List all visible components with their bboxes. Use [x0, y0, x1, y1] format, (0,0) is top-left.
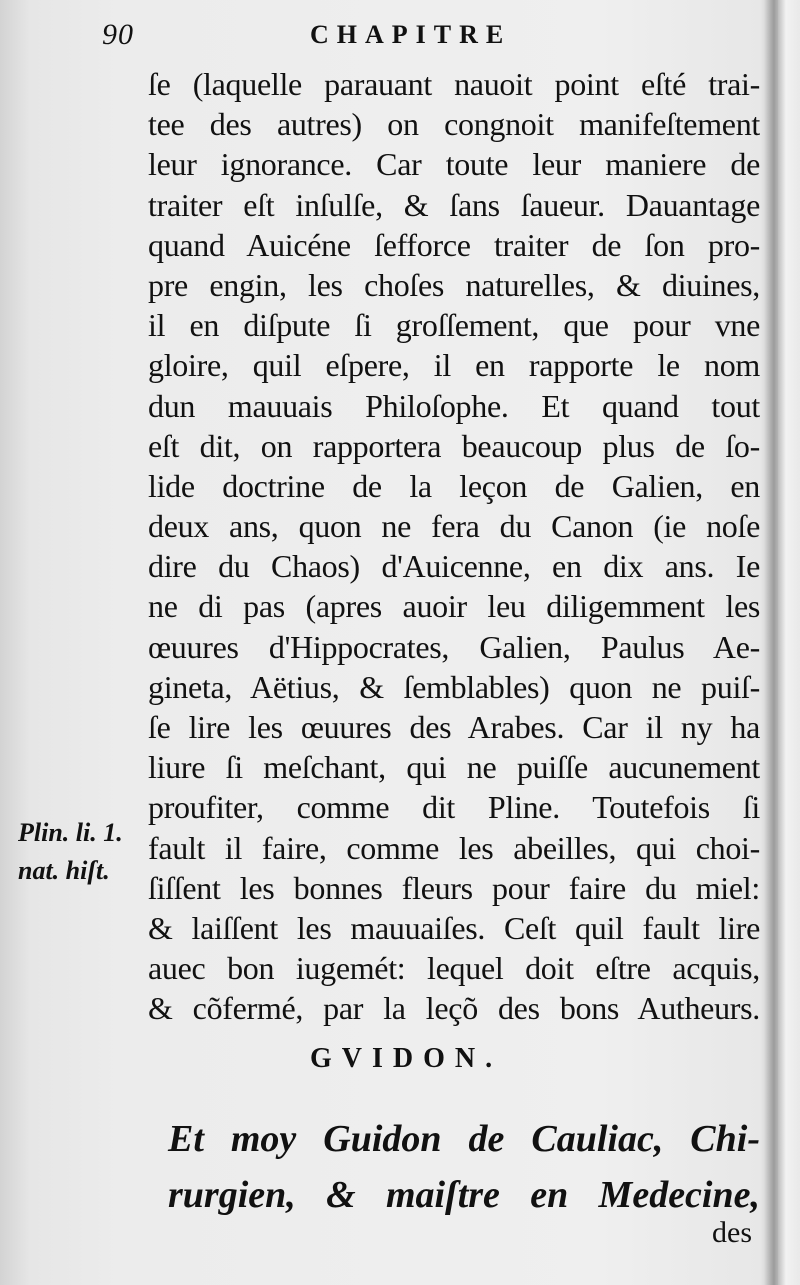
text-line: ſiſſent les bonnes fleurs pour faire du miel: [148, 869, 760, 906]
section-italic-text [168, 1111, 760, 1223]
text-line: dun mauuais Philoſophe. Et quand tout [148, 387, 760, 424]
text-line: quand Auicéne ſefforce traiter de ſon pro- [148, 226, 760, 263]
text-line: il en diſpute ſi groſſement, que pour vne [148, 307, 760, 344]
italic-line: Et moy Guidon de Cauliac, Chi- [168, 1118, 760, 1160]
text-line: auec bon iugemét: lequel doit eſtre acquis, [148, 950, 760, 987]
text-line: & laiſſent les mauuaiſes. Ceſt quil fault lire [148, 909, 760, 946]
text-line: ſe (laquelle parauant nauoit point eſté trai- [148, 66, 760, 102]
text-line: lide doctrine de la leçon de Galien, en [148, 467, 760, 504]
text-line: pre engin, les choſes naturelles, & diuines, [148, 266, 760, 303]
text-line: deux ans, quon ne fera du Canon (ie noſe [148, 508, 760, 545]
text-line: tee des autres) on congnoit manifeſtement [148, 106, 760, 143]
text-line: gloire, quil eſpere, il en rapporte le nom [148, 347, 760, 384]
text-line: liure ſi meſchant, qui ne puiſſe aucunement [148, 749, 760, 786]
body-text [148, 64, 760, 1029]
text-line: ne di pas (apres auoir leu diligemment les [148, 588, 760, 625]
margin-note-line: nat. hiſt. [18, 856, 110, 885]
text-line: eſt dit, on rapportera beaucoup plus de ſo- [148, 427, 760, 464]
section-heading: GVIDON. [310, 1043, 503, 1074]
page-gutter-shadow [764, 0, 778, 1285]
text-line: fault il faire, comme les abeilles, qui choi- [148, 829, 760, 866]
text-line: gineta, Aëtius, & ſemblables) quon ne puiſ- [148, 668, 760, 705]
text-line: œuures d'Hippocrates, Galien, Paulus Ae- [148, 628, 760, 665]
italic-line: rurgien, & maiſtre en Medecine, [168, 1174, 760, 1216]
text-line: ſe lire les œuures des Arabes. Car il ny ha [148, 709, 760, 745]
running-head: CHAPITRE [310, 20, 512, 49]
text-line: & cõfermé, par la leçõ des bons Autheurs. [148, 990, 760, 1027]
text-line: traiter eſt inſulſe, & ſans ſaueur. Dauantage [148, 186, 760, 223]
margin-note-line: Plin. li. 1. [18, 818, 123, 847]
page-number: 90 [102, 18, 134, 51]
text-line: leur ignorance. Car toute leur maniere de [148, 146, 760, 183]
text-line: dire du Chaos) d'Auicenne, en dix ans. Ie [148, 548, 760, 585]
catchword: des [712, 1216, 752, 1249]
text-line: proufiter, comme dit Pline. Toutefois ſi [148, 789, 760, 826]
